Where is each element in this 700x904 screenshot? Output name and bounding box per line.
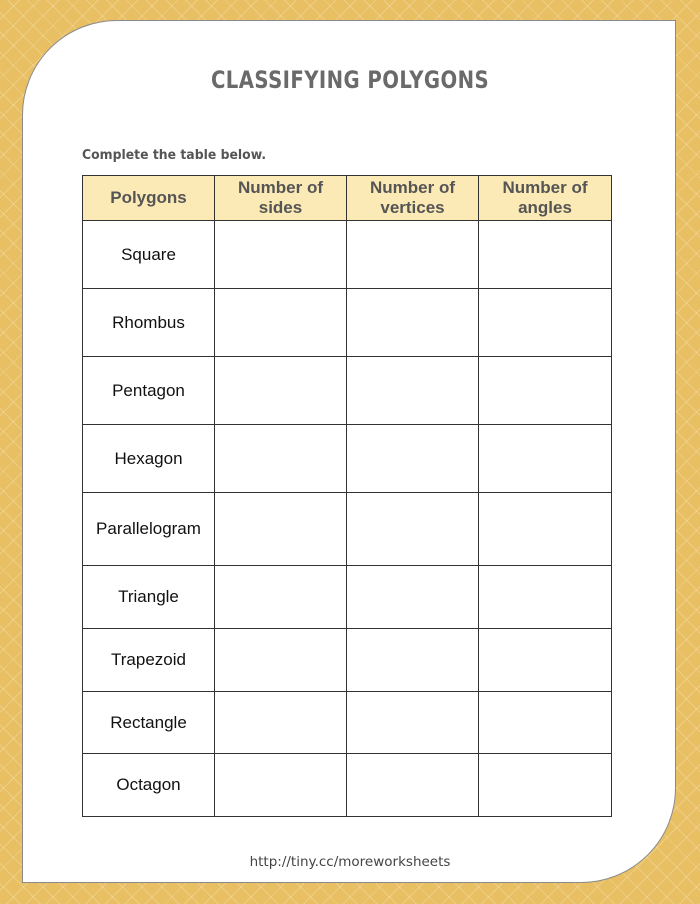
header-polygons: Polygons <box>83 176 215 221</box>
header-number-of-sides: Number of sides <box>215 176 347 221</box>
polygon-name: Trapezoid <box>83 629 215 692</box>
angles-answer-cell[interactable] <box>479 566 612 629</box>
polygon-name: Hexagon <box>83 425 215 493</box>
angles-answer-cell[interactable] <box>479 629 612 692</box>
sides-answer-cell[interactable] <box>215 357 347 425</box>
table-header-row <box>83 176 612 221</box>
angles-answer-cell[interactable] <box>479 221 612 289</box>
table-row <box>83 754 612 817</box>
sides-answer-cell[interactable] <box>215 566 347 629</box>
polygon-name: Octagon <box>83 754 215 817</box>
footer-url: http://tiny.cc/moreworksheets <box>249 854 451 870</box>
vertices-answer-cell[interactable] <box>347 289 479 357</box>
header-number-of-vertices: Number of vertices <box>347 176 479 221</box>
vertices-answer-cell[interactable] <box>347 493 479 566</box>
polygon-name: Pentagon <box>83 357 215 425</box>
angles-answer-cell[interactable] <box>479 289 612 357</box>
instruction-text: Complete the table below. <box>82 147 267 163</box>
sides-answer-cell[interactable] <box>215 754 347 817</box>
sides-answer-cell[interactable] <box>215 221 347 289</box>
vertices-answer-cell[interactable] <box>347 692 479 754</box>
sides-answer-cell[interactable] <box>215 692 347 754</box>
polygon-name: Rectangle <box>83 692 215 754</box>
table-row <box>83 566 612 629</box>
polygon-table <box>82 175 612 817</box>
polygon-name: Parallelogram <box>83 493 215 566</box>
table-row <box>83 493 612 566</box>
angles-answer-cell[interactable] <box>479 425 612 493</box>
angles-answer-cell[interactable] <box>479 754 612 817</box>
polygon-name: Triangle <box>83 566 215 629</box>
vertices-answer-cell[interactable] <box>347 357 479 425</box>
sides-answer-cell[interactable] <box>215 629 347 692</box>
table-row <box>83 629 612 692</box>
angles-answer-cell[interactable] <box>479 692 612 754</box>
angles-answer-cell[interactable] <box>479 357 612 425</box>
table-row <box>83 357 612 425</box>
vertices-answer-cell[interactable] <box>347 629 479 692</box>
table-row <box>83 692 612 754</box>
polygon-name: Square <box>83 221 215 289</box>
sides-answer-cell[interactable] <box>215 493 347 566</box>
worksheet-title: CLASSIFYING POLYGONS <box>210 66 490 94</box>
table-row <box>83 425 612 493</box>
vertices-answer-cell[interactable] <box>347 425 479 493</box>
vertices-answer-cell[interactable] <box>347 221 479 289</box>
table-row <box>83 221 612 289</box>
vertices-answer-cell[interactable] <box>347 754 479 817</box>
sides-answer-cell[interactable] <box>215 289 347 357</box>
sides-answer-cell[interactable] <box>215 425 347 493</box>
polygon-name: Rhombus <box>83 289 215 357</box>
header-number-of-angles: Number of angles <box>479 176 612 221</box>
angles-answer-cell[interactable] <box>479 493 612 566</box>
table-row <box>83 289 612 357</box>
vertices-answer-cell[interactable] <box>347 566 479 629</box>
